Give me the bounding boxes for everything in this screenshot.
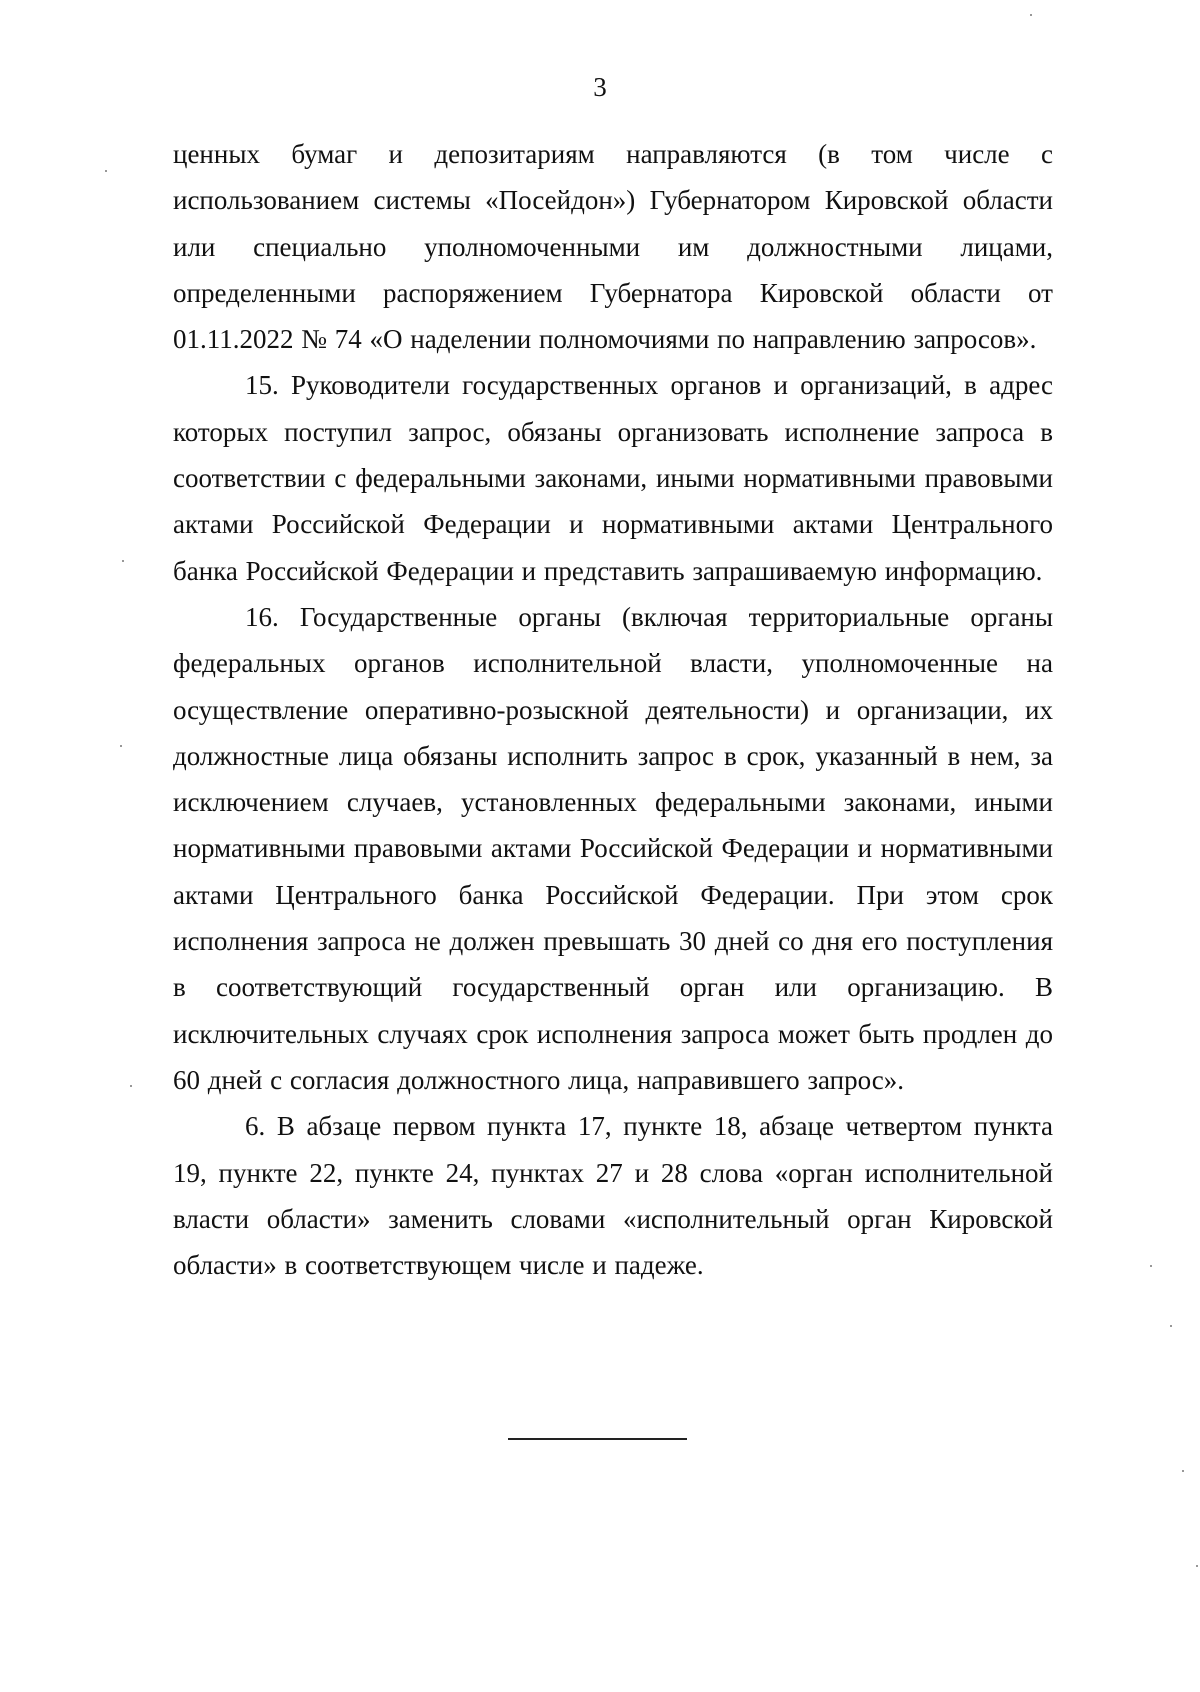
paragraph-item-16: 16. Государственные органы (включая территориальные органы федеральных органов исполнительной власти, уполномоченные на осуществление оперативно-розыскной деятельности) и организации, их должностные лица обязаны исполнить запрос в срок, указанный в нем, за исключением случаев, установленных федеральными законами, иными нормативными правовыми актами Российской Федерации и нормативными актами Центрального банка Российской Федерации. При этом срок исполнения запроса не должен превышать 30 дней со дня его поступления в соответствующий государственный орган или организацию. В исключительных случаях срок исполнения запроса может быть продлен до 60 дней с согласия должностного лица, направившего запрос». bbox=[173, 601, 1053, 1095]
scan-speck bbox=[1170, 1325, 1172, 1327]
paragraph-item-15: 15. Руководители государственных органов и организаций, в адрес которых поступил запрос, обязаны организовать исполнение запроса в соответствии с федеральными законами, иными нормативными правовыми актами Российской Федерации и нормативными актами Центрального банка Российской Федерации и представить запрашиваемую информацию. bbox=[173, 370, 1053, 586]
scan-speck bbox=[1196, 1565, 1198, 1567]
document-body bbox=[173, 131, 1053, 1288]
scan-speck bbox=[1030, 14, 1032, 16]
scan-speck bbox=[1150, 1265, 1152, 1267]
scan-speck bbox=[120, 745, 122, 747]
paragraph-item-6: 6. В абзаце первом пункта 17, пункте 18, абзаце четвертом пункта 19, пункте 22, пункте 24, пунктах 27 и 28 слова «орган исполнительной власти области» заменить словами «исполнительный орган Кировской области» в соответствующем числе и падеже. bbox=[173, 1111, 1053, 1281]
scan-speck bbox=[1182, 1470, 1184, 1472]
scan-speck bbox=[130, 1085, 132, 1087]
scan-speck bbox=[122, 560, 124, 562]
paragraph-continuation: ценных бумаг и депозитариям направляются (в том числе с использованием системы «Посейдон») Губернатором Кировской области или специально уполномоченными им должностными лицами, определенными распоряжением Губернатора Кировской области от 01.11.2022 № 74 «О наделении полномочиями по направлению запросов». bbox=[173, 139, 1053, 355]
end-divider-line bbox=[508, 1438, 687, 1440]
scan-speck bbox=[105, 170, 107, 172]
page-number: 3 bbox=[593, 72, 607, 102]
